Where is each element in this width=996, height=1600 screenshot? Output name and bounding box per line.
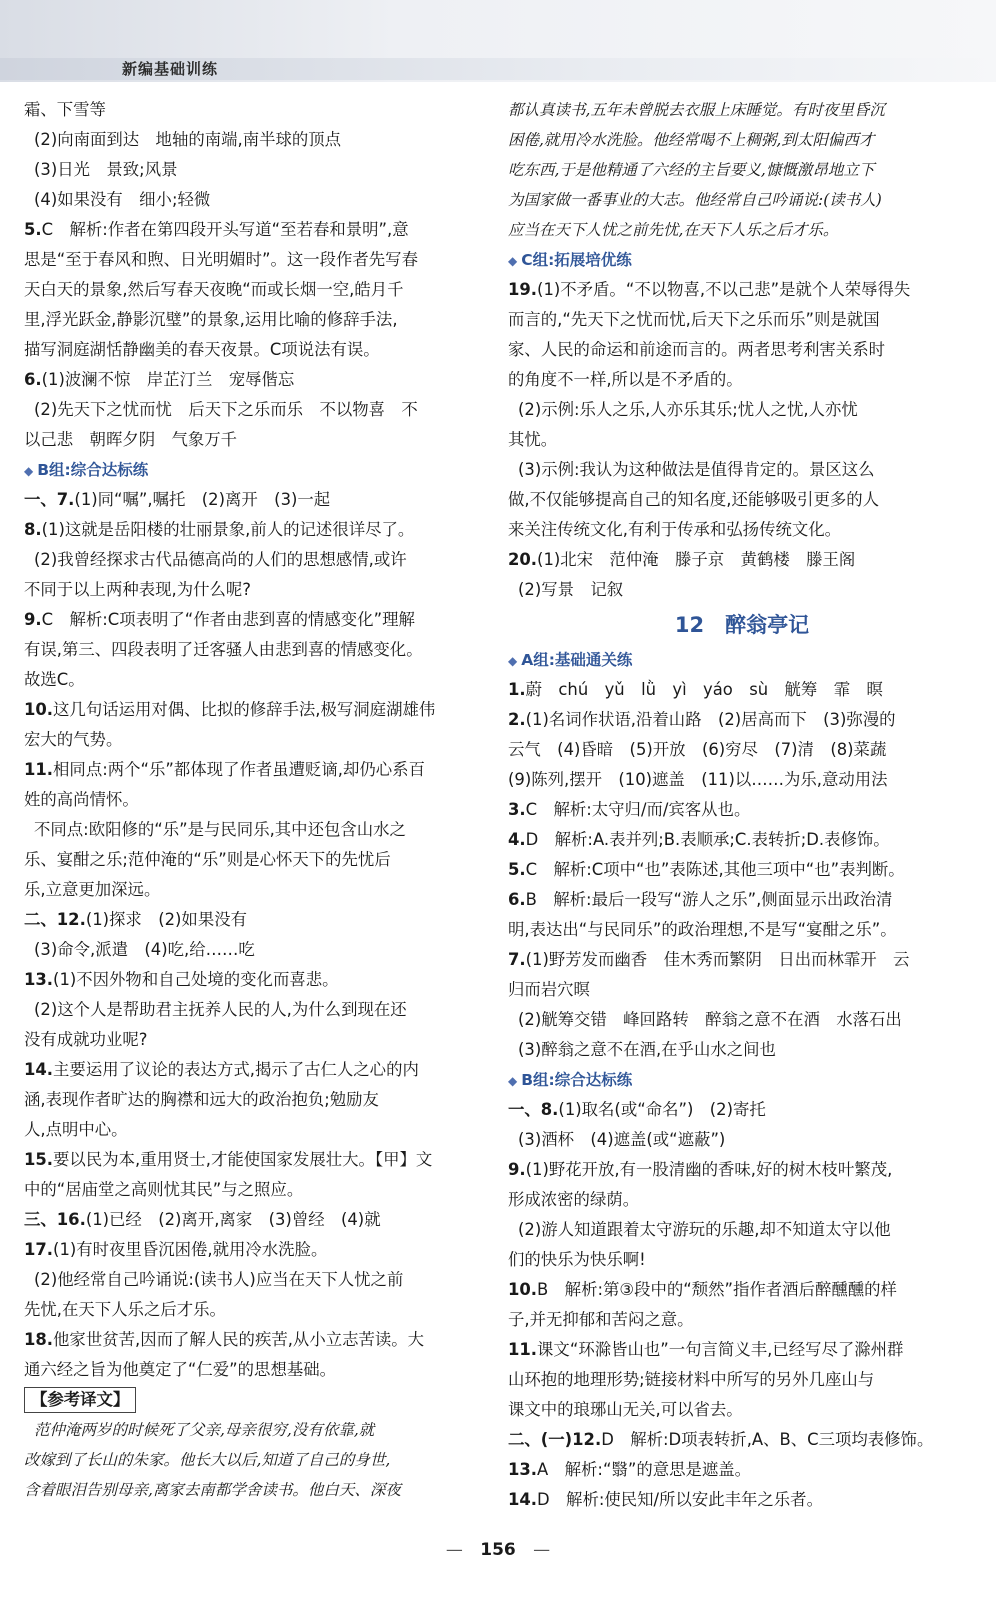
answer-line (24, 635, 484, 665)
answer-line (508, 1035, 976, 1065)
line-text: (2)先天下之忧而忧 后天下之乐而乐 不以物喜 不 (34, 400, 418, 419)
line-text: B 解析:最后一段写“游人之乐”,侧面显示出政治清 (525, 890, 893, 909)
line-text: (3)醉翁之意不在酒,在乎山水之间也 (518, 1040, 776, 1059)
line-text: 都认真读书,五年未曾脱去衣服上床睡觉。有时夜里昏沉 (508, 101, 885, 119)
line-text: D 解析:A.表并列;B.表顺承;C.表转折;D.表修饰。 (525, 830, 890, 849)
line-text: A 解析:“翳”的意思是遮盖。 (537, 1460, 752, 1479)
line-text: 而言的,“先天下之忧而忧,后天下之乐而乐”则是就国 (508, 310, 880, 329)
answer-line (508, 185, 976, 215)
answer-line (508, 825, 976, 855)
diamond-icon: ◆ (508, 254, 518, 268)
line-text: (1)野芳发而幽香 佳木秀而繁阴 日出而林霏开 云 (525, 950, 910, 969)
line-text: 吃东西,于是他精通了六经的主旨要义,慷慨激昂地立下 (508, 161, 875, 179)
question-number: 一、8. (508, 1100, 559, 1119)
line-text: 课文中的琅琊山无关,可以省去。 (508, 1400, 743, 1419)
line-text: (1)已经 (2)离开,离家 (3)曾经 (4)就 (85, 1210, 381, 1229)
answer-line (508, 1305, 976, 1335)
lesson-title: 12 醉翁亭记 (674, 613, 810, 637)
line-text: (2)向南面到达 地轴的南端,南半球的顶点 (34, 130, 342, 149)
answer-line (508, 765, 976, 795)
answer-line (508, 1335, 976, 1365)
answer-line (508, 1185, 976, 1215)
question-number: 1. (508, 680, 526, 699)
line-text: (1)野花开放,有一股清幽的香味,好的树木枝叶繁茂, (525, 1160, 893, 1179)
answer-line (508, 1395, 976, 1425)
question-number: 二、(一)12. (508, 1430, 602, 1449)
answer-line (24, 335, 484, 365)
line-text: 通六经之旨为他奠定了“仁爱”的思想基础。 (24, 1360, 337, 1379)
page-footer (0, 1540, 996, 1560)
question-number: 5. (24, 220, 42, 239)
question-number: 2. (508, 710, 526, 729)
line-text: (2)他经常自己吟诵说:(读书人)应当在天下人忧之前 (34, 1270, 404, 1289)
answer-line (24, 1205, 484, 1235)
answer-line (508, 335, 976, 365)
answer-line (24, 485, 484, 515)
question-number: 14. (24, 1060, 54, 1079)
line-text: C 解析:作者在第四段开头写道“至若春和景明”,意 (41, 220, 409, 239)
line-text: (1)有时夜里昏沉困倦,就用冷水洗脸。 (53, 1240, 328, 1259)
footer-dash-left: — (445, 1540, 463, 1560)
line-text: 困倦,就用冷水洗脸。他经常喝不上稠粥,到太阳偏西才 (508, 131, 875, 149)
line-text: 他家世贫苦,因而了解人民的疾苦,从小立志苦读。大 (53, 1330, 425, 1349)
line-text: 以己悲 朝晖夕阴 气象万千 (24, 430, 238, 449)
line-text: (3)示例:我认为这种做法是值得肯定的。景区这么 (518, 460, 875, 479)
answer-line (24, 1085, 484, 1115)
answer-line (508, 795, 976, 825)
answer-line (24, 245, 484, 275)
line-text: (1)名词作状语,沿着山路 (2)居高而下 (3)弥漫的 (525, 710, 896, 729)
answer-line (24, 875, 484, 905)
answer-line (508, 1425, 976, 1455)
line-text: (9)陈列,摆开 (10)遮盖 (11)以……为乐,意动用法 (508, 770, 888, 789)
answer-line (24, 605, 484, 635)
answer-line (24, 1055, 484, 1085)
answer-line (508, 1455, 976, 1485)
answer-line (508, 95, 976, 125)
left-column (24, 95, 484, 1505)
page-number: 156 (480, 1540, 516, 1560)
section-label: B组:综合达标练 (37, 461, 149, 479)
question-number: 10. (508, 1280, 538, 1299)
question-number: 11. (24, 760, 54, 779)
answer-line (24, 275, 484, 305)
line-text: 明,表达出“与民同乐”的政治理想,不是写“宴酣之乐”。 (508, 920, 897, 939)
answer-line (24, 905, 484, 935)
answer-line (24, 365, 484, 395)
line-text: (1)波澜不惊 岸芷汀兰 宠辱偕忘 (41, 370, 295, 389)
section-heading (24, 455, 484, 485)
question-number: 13. (508, 1460, 538, 1479)
answer-line (508, 395, 976, 425)
answer-line (24, 935, 484, 965)
line-text: 不同于以上两种表现,为什么呢? (24, 580, 251, 599)
answer-line (24, 995, 484, 1025)
line-text: 的角度不一样,所以是不矛盾的。 (508, 370, 743, 389)
question-number: 一、7. (24, 490, 75, 509)
answer-line (508, 945, 976, 975)
reference-label: 【参考译文】 (24, 1387, 136, 1413)
answer-line (24, 1295, 484, 1325)
question-number: 14. (508, 1490, 538, 1509)
line-text: (2)写景 记叙 (518, 580, 624, 599)
answer-line (508, 1125, 976, 1155)
line-text: 范仲淹两岁的时候死了父亲,母亲很穷,没有依靠,就 (34, 1421, 375, 1439)
answer-line (24, 1325, 484, 1355)
question-number: 7. (508, 950, 526, 969)
answer-line (508, 1245, 976, 1275)
question-number: 4. (508, 830, 526, 849)
line-text: 主要运用了议论的表达方式,揭示了古仁人之心的内 (53, 1060, 419, 1079)
line-text: 做,不仅能够提高自己的知名度,还能够吸引更多的人 (508, 490, 880, 509)
header-title: 新编基础训练 (122, 60, 219, 78)
line-text: 来关注传统文化,有利于传承和弘扬传统文化。 (508, 520, 842, 539)
line-text: 改嫁到了长山的朱家。他长大以后,知道了自己的身世, (24, 1451, 391, 1469)
answer-line (508, 1005, 976, 1035)
answer-line (508, 545, 976, 575)
line-text: 家、人民的命运和前途而言的。两者思考利害关系时 (508, 340, 885, 359)
line-text: 姓的高尚情怀。 (24, 790, 139, 809)
line-text: 不同点:欧阳修的“乐”是与民同乐,其中还包含山水之 (34, 820, 406, 839)
answer-line (24, 845, 484, 875)
line-text: (2)觥筹交错 峰回路转 醉翁之意不在酒 水落石出 (518, 1010, 902, 1029)
line-text: (1)北宋 范仲淹 滕子京 黄鹤楼 滕王阁 (537, 550, 856, 569)
answer-line (24, 1175, 484, 1205)
answer-line (508, 155, 976, 185)
answer-line (24, 395, 484, 425)
line-text: 乐,立意更加深远。 (24, 880, 161, 899)
line-text: 要以民为本,重用贤士,才能使国家发展壮大。【甲】文 (53, 1150, 433, 1169)
question-number: 9. (24, 610, 42, 629)
question-number: 6. (508, 890, 526, 909)
line-text: (2)示例:乐人之乐,人亦乐其乐;忧人之忧,人亦忧 (518, 400, 858, 419)
answer-line (24, 785, 484, 815)
answer-line (508, 885, 976, 915)
question-number: 11. (508, 1340, 538, 1359)
question-number: 6. (24, 370, 42, 389)
line-text: 先忧,在天下人乐之后才乐。 (24, 1300, 226, 1319)
answer-line (24, 545, 484, 575)
line-text: 云气 (4)昏暗 (5)开放 (6)穷尽 (7)清 (8)菜蔬 (508, 740, 887, 759)
answer-line (24, 665, 484, 695)
question-number: 17. (24, 1240, 54, 1259)
answer-line (24, 215, 484, 245)
section-label: B组:综合达标练 (521, 1071, 633, 1089)
line-text: 思是“至于春风和煦、日光明媚时”。这一段作者先写春 (24, 250, 418, 269)
line-text: 相同点:两个“乐”都体现了作者虽遭贬谪,却仍心系百 (53, 760, 425, 779)
line-text: (1)这就是岳阳楼的壮丽景象,前人的记述很详尽了。 (41, 520, 415, 539)
line-text: 应当在天下人忧之前先忧,在天下人乐之后才乐。 (508, 221, 839, 239)
answer-line (508, 125, 976, 155)
answer-line (508, 485, 976, 515)
section-heading (508, 1065, 976, 1095)
answer-line (24, 725, 484, 755)
answer-line (24, 1355, 484, 1385)
right-column (508, 95, 976, 1515)
answer-line (508, 215, 976, 245)
line-text: (2)这个人是帮助君主抚养人民的人,为什么到现在还 (34, 1000, 407, 1019)
line-text: 们的快乐为快乐啊! (508, 1250, 646, 1269)
line-text: C 解析:C项表明了“作者由悲到喜的情感变化”理解 (41, 610, 415, 629)
answer-line (24, 1445, 484, 1475)
line-text: 这几句话运用对偶、比拟的修辞手法,极写洞庭湖雄伟 (53, 700, 436, 719)
line-text: 其忧。 (508, 430, 558, 449)
answer-line (508, 915, 976, 945)
answer-line (24, 1265, 484, 1295)
line-text: 含着眼泪告别母亲,离家去南都学舍读书。他白天、深夜 (24, 1481, 401, 1499)
line-text: (3)酒杯 (4)遮盖(或“遮蔽”) (518, 1130, 726, 1149)
line-text: 里,浮光跃金,静影沉璧”的景象,运用比喻的修辞手法, (24, 310, 398, 329)
answer-line (24, 965, 484, 995)
answer-line (24, 515, 484, 545)
line-text: 描写洞庭湖恬静幽美的春天夜景。C项说法有误。 (24, 340, 380, 359)
reference-heading (24, 1385, 484, 1415)
line-text: 蔚 chú yǔ lǜ yì yáo sù 觥筹 霏 暝 (525, 680, 883, 699)
section-label: A组:基础通关练 (521, 651, 633, 669)
line-text: (3)命令,派遣 (4)吃,给……吃 (34, 940, 255, 959)
line-text: D 解析:D项表转折,A、B、C三项均表修饰。 (601, 1430, 934, 1449)
answer-line (508, 1155, 976, 1185)
line-text: 中的“居庙堂之高则忧其民”与之照应。 (24, 1180, 304, 1199)
answer-line (24, 185, 484, 215)
answer-line (24, 155, 484, 185)
line-text: 没有成就功业呢? (24, 1030, 148, 1049)
answer-line (24, 1115, 484, 1145)
answer-line (508, 1485, 976, 1515)
line-text: 宏大的气势。 (24, 730, 123, 749)
answer-line (508, 705, 976, 735)
answer-line (508, 975, 976, 1005)
answer-line (508, 305, 976, 335)
line-text: (4)如果没有 细小;轻微 (34, 190, 211, 209)
answer-line (24, 1475, 484, 1505)
line-text: (1)探求 (2)如果没有 (85, 910, 247, 929)
answer-line (24, 1145, 484, 1175)
question-number: 三、16. (24, 1210, 86, 1229)
question-number: 9. (508, 1160, 526, 1179)
line-text: (2)我曾经探求古代品德高尚的人们的思想感情,或许 (34, 550, 407, 569)
answer-line (24, 425, 484, 455)
diamond-icon: ◆ (508, 654, 518, 668)
diamond-icon: ◆ (24, 464, 34, 478)
line-text: 有误,第三、四段表明了迁客骚人由悲到喜的情感变化。 (24, 640, 423, 659)
line-text: 涵,表现作者旷达的胸襟和远大的政治抱负;勉励友 (24, 1090, 379, 1109)
line-text: 归而岩穴暝 (508, 980, 590, 999)
line-text: D 解析:使民知/所以安此丰年之乐者。 (537, 1490, 823, 1509)
line-text: 为国家做一番事业的大志。他经常自己吟诵说:(读书人) (508, 191, 882, 209)
answer-line (508, 365, 976, 395)
answer-line (508, 855, 976, 885)
line-text: 人,点明中心。 (24, 1120, 128, 1139)
line-text: C 解析:太守归/而/宾客从也。 (525, 800, 751, 819)
answer-line (24, 575, 484, 605)
line-text: C 解析:C项中“也”表陈述,其他三项中“也”表判断。 (525, 860, 905, 879)
answer-line (508, 675, 976, 705)
answer-line (508, 455, 976, 485)
answer-line (24, 1415, 484, 1445)
line-text: 故选C。 (24, 670, 85, 689)
line-text: (1)不矛盾。“不以物喜,不以己悲”是就个人荣辱得失 (537, 280, 911, 299)
answer-line (508, 1365, 976, 1395)
answer-line (24, 1235, 484, 1265)
line-text: B 解析:第③段中的“颓然”指作者酒后醉醺醺的样 (537, 1280, 897, 1299)
question-number: 18. (24, 1330, 54, 1349)
line-text: 课文“环滁皆山也”一句言简义丰,已经写尽了滁州群 (537, 1340, 904, 1359)
answer-line (508, 1095, 976, 1125)
answer-line (24, 755, 484, 785)
question-number: 19. (508, 280, 538, 299)
question-number: 8. (24, 520, 42, 539)
line-text: 山环抱的地理形势;链接材料中所写的另外几座山与 (508, 1370, 875, 1389)
line-text: (1)同“嘱”,嘱托 (2)离开 (3)一起 (74, 490, 331, 509)
question-number: 15. (24, 1150, 54, 1169)
question-number: 10. (24, 700, 54, 719)
answer-line (508, 735, 976, 765)
answer-line (24, 125, 484, 155)
section-heading (508, 245, 976, 275)
answer-line (24, 305, 484, 335)
section-label: C组:拓展培优练 (521, 251, 632, 269)
answer-line (508, 575, 976, 605)
answer-line (508, 425, 976, 455)
footer-dash-right: — (533, 1540, 551, 1560)
line-text: 乐、宴酣之乐;范仲淹的“乐”则是心怀天下的先忧后 (24, 850, 391, 869)
answer-line (508, 1215, 976, 1245)
answer-line (508, 515, 976, 545)
section-heading (508, 645, 976, 675)
line-text: (1)不因外物和自己处境的变化而喜悲。 (53, 970, 339, 989)
answer-line (508, 1275, 976, 1305)
question-number: 5. (508, 860, 526, 879)
answer-line (24, 695, 484, 725)
diamond-icon: ◆ (508, 1074, 518, 1088)
answer-line (24, 815, 484, 845)
question-number: 20. (508, 550, 538, 569)
line-text: (3)日光 景致;风景 (34, 160, 178, 179)
page-header (0, 0, 996, 82)
question-number: 3. (508, 800, 526, 819)
line-text: 形成浓密的绿荫。 (508, 1190, 640, 1209)
line-text: 天白天的景象,然后写春天夜晚“而或长烟一空,皓月千 (24, 280, 404, 299)
answer-line (508, 275, 976, 305)
answer-line (24, 95, 484, 125)
answer-line (24, 1025, 484, 1055)
line-text: 霜、下雪等 (24, 100, 106, 119)
line-text: (1)取名(或“命名”) (2)寄托 (558, 1100, 766, 1119)
question-number: 13. (24, 970, 54, 989)
line-text: 子,并无抑郁和苦闷之意。 (508, 1310, 694, 1329)
question-number: 二、12. (24, 910, 86, 929)
line-text: (2)游人知道跟着太守游玩的乐趣,却不知道太守以他 (518, 1220, 891, 1239)
